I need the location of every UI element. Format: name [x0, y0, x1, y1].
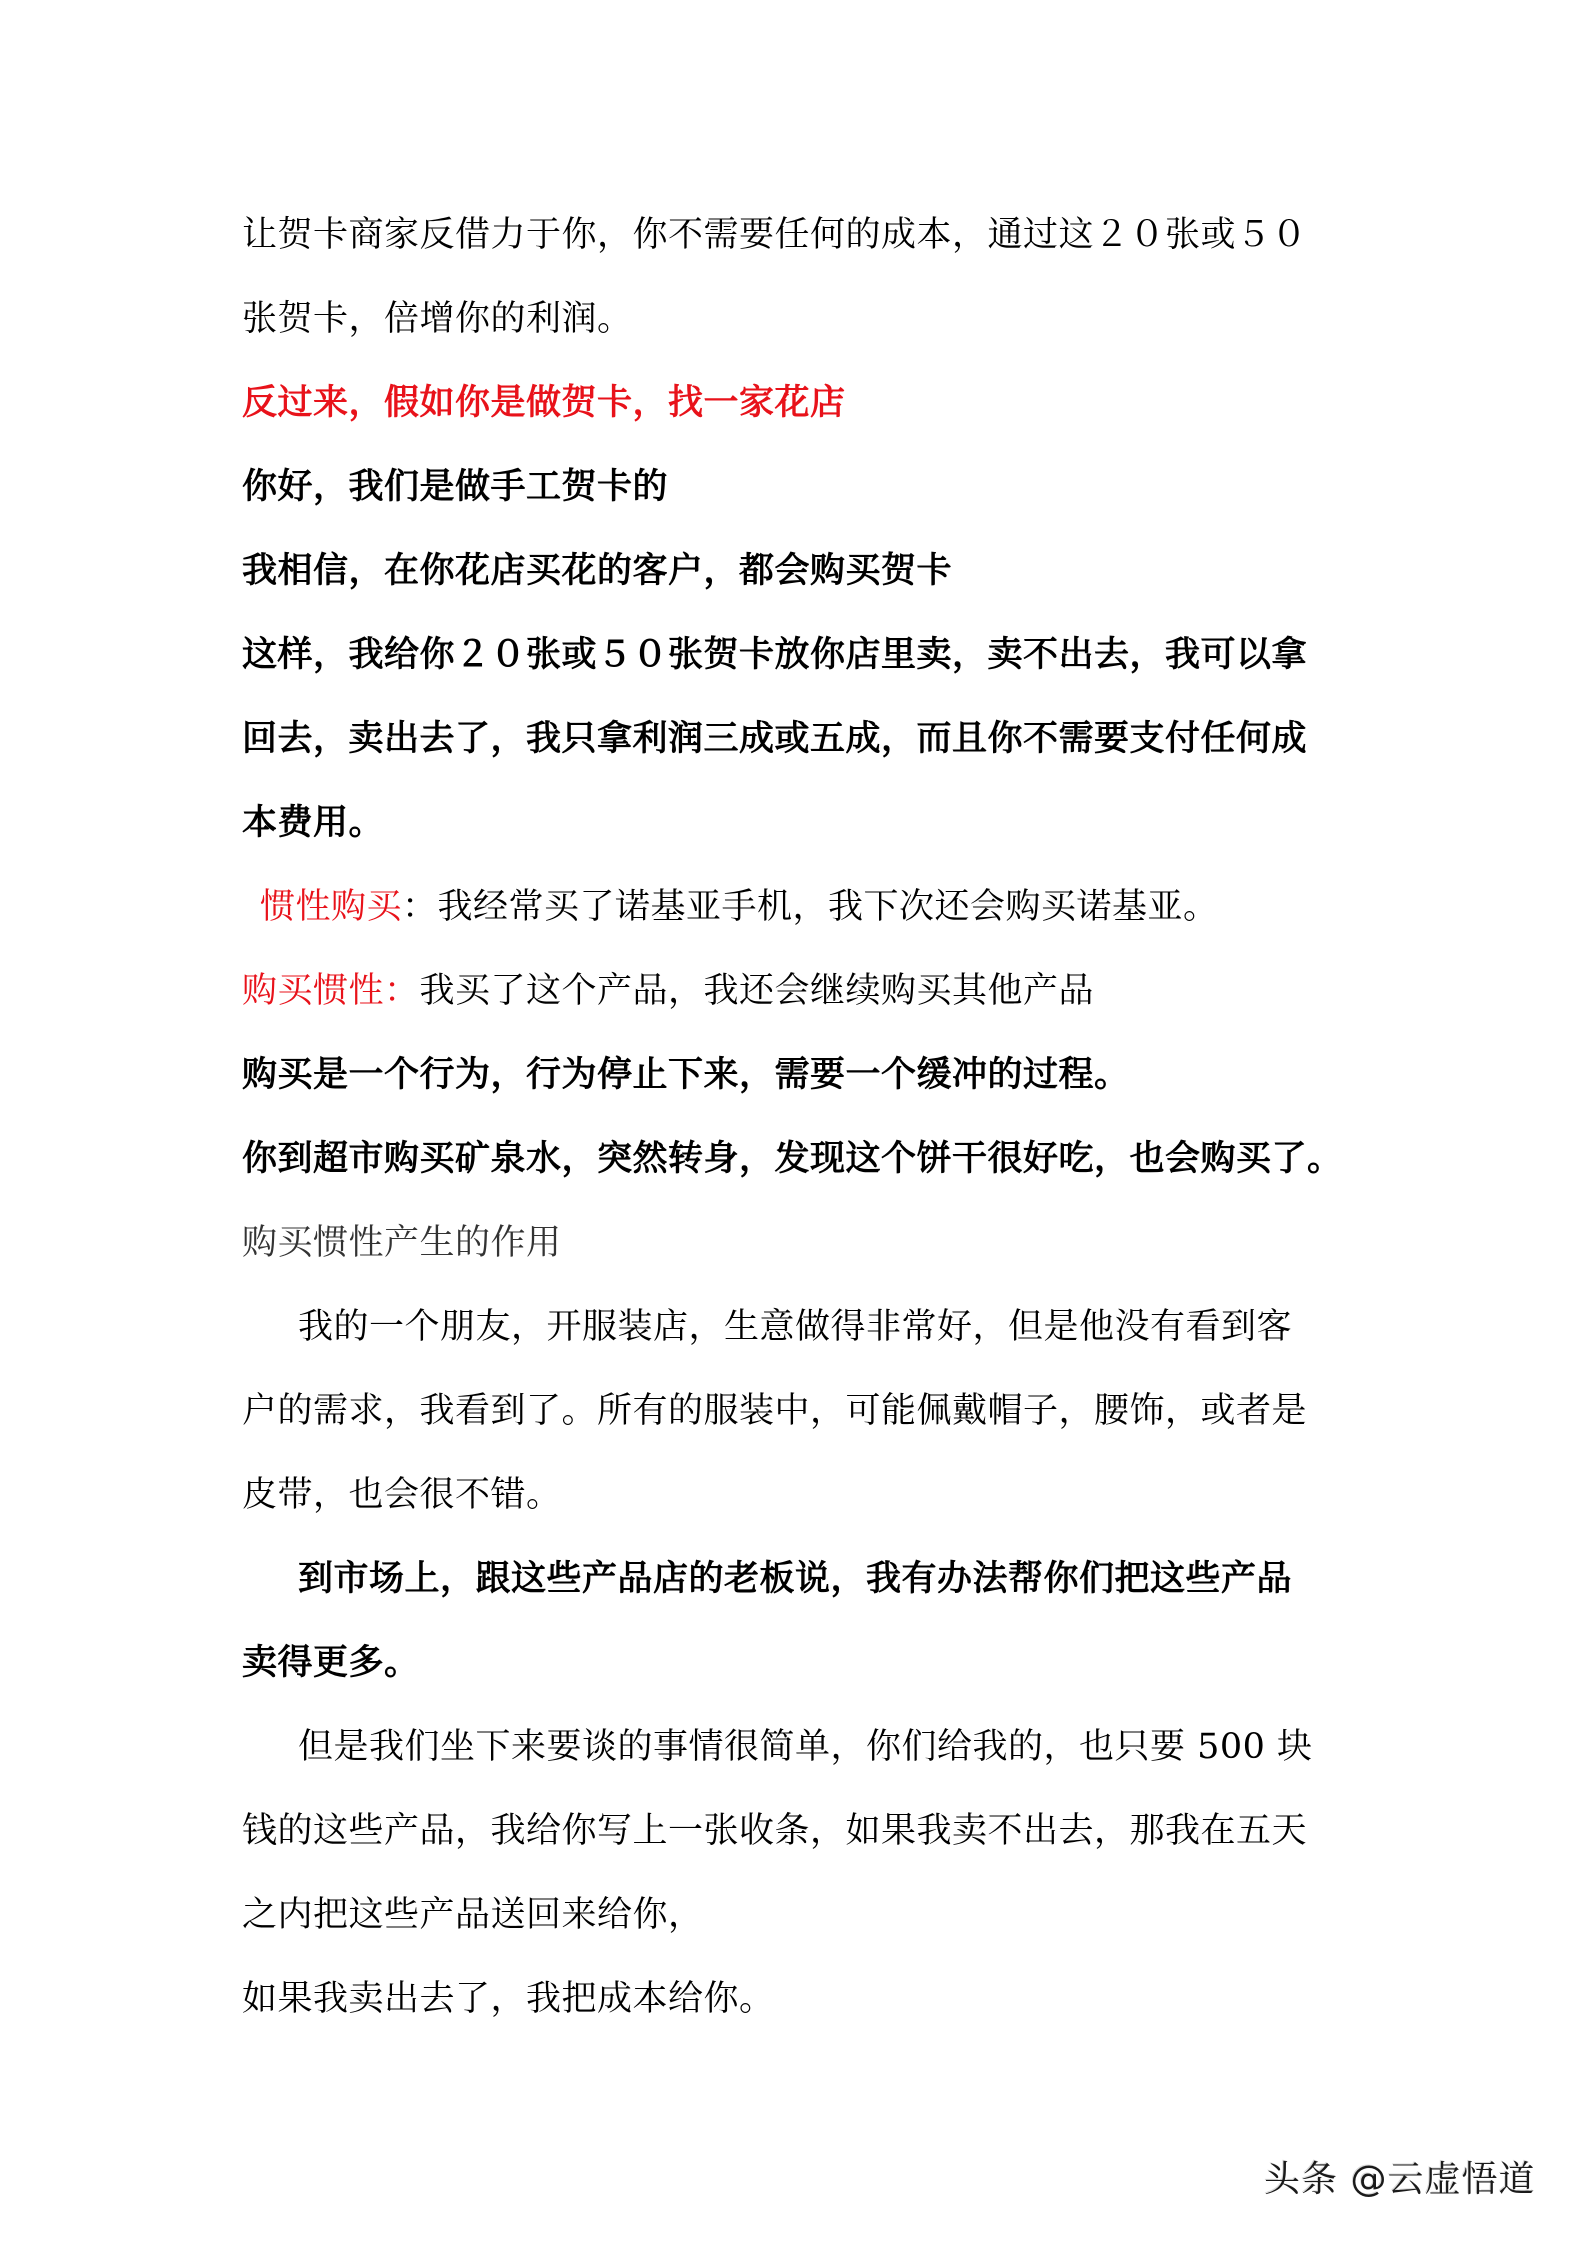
- section-heading-reverse: 反过来，假如你是做贺卡，找一家花店: [242, 382, 846, 423]
- term-label: 惯性购买: [260, 887, 403, 927]
- term-colon: ：: [402, 887, 438, 927]
- term-definition-inertial-buying: [242, 885, 1360, 929]
- term-label: 购买惯性：: [242, 971, 420, 1011]
- paragraph-line: 张贺卡，倍增你的利润。: [242, 299, 633, 339]
- paragraph-line: 卖得更多。: [242, 1642, 420, 1683]
- paragraph-example: 你到超市购买矿泉水，突然转身，发现这个饼干很好吃，也会购买了。: [242, 1138, 1343, 1179]
- paragraph-greeting: 你好，我们是做手工贺卡的: [242, 466, 669, 507]
- paragraph-behavior: 购买是一个行为，行为停止下来，需要一个缓冲的过程。: [242, 1054, 1130, 1095]
- term-definition-buying-inertia: [242, 969, 1360, 1013]
- section-subheading-effect: 购买惯性产生的作用: [242, 1223, 562, 1263]
- term-text: 我买了这个产品，我还会继续购买其他产品: [419, 971, 1095, 1011]
- paragraph-line: 我的一个朋友，开服装店，生意做得非常好，但是他没有看到客: [298, 1307, 1293, 1347]
- paragraph-line: 这样，我给你２０张或５０张贺卡放你店里卖，卖不出去，我可以拿: [242, 634, 1308, 675]
- paragraph-line: 到市场上，跟这些产品店的老板说，我有办法帮你们把这些产品: [298, 1558, 1293, 1599]
- watermark: 头条 @云虚悟道: [1264, 2159, 1536, 2200]
- paragraph-line: 钱的这些产品，我给你写上一张收条，如果我卖不出去，那我在五天: [242, 1811, 1308, 1851]
- paragraph-belief: 我相信，在你花店买花的客户，都会购买贺卡: [242, 550, 953, 591]
- paragraph-closing: 如果我卖出去了，我把成本给你。: [242, 1979, 775, 2019]
- paragraph-line: 本费用。: [242, 802, 385, 843]
- paragraph-line: 让贺卡商家反借力于你，你不需要任何的成本，通过这２０张或５０: [242, 215, 1308, 255]
- paragraph-line: 皮带，也会很不错。: [242, 1475, 562, 1515]
- paragraph-line: 户的需求，我看到了。所有的服装中，可能佩戴帽子，腰饰，或者是: [242, 1391, 1308, 1431]
- paragraph-line: 但是我们坐下来要谈的事情很简单，你们给我的，也只要 500 块: [298, 1727, 1313, 1767]
- paragraph-line: 回去，卖出去了，我只拿利润三成或五成，而且你不需要支付任何成: [242, 718, 1308, 759]
- term-text: 我经常买了诺基亚手机，我下次还会购买诺基亚。: [437, 887, 1219, 927]
- paragraph-line: 之内把这些产品送回来给你，: [242, 1895, 704, 1935]
